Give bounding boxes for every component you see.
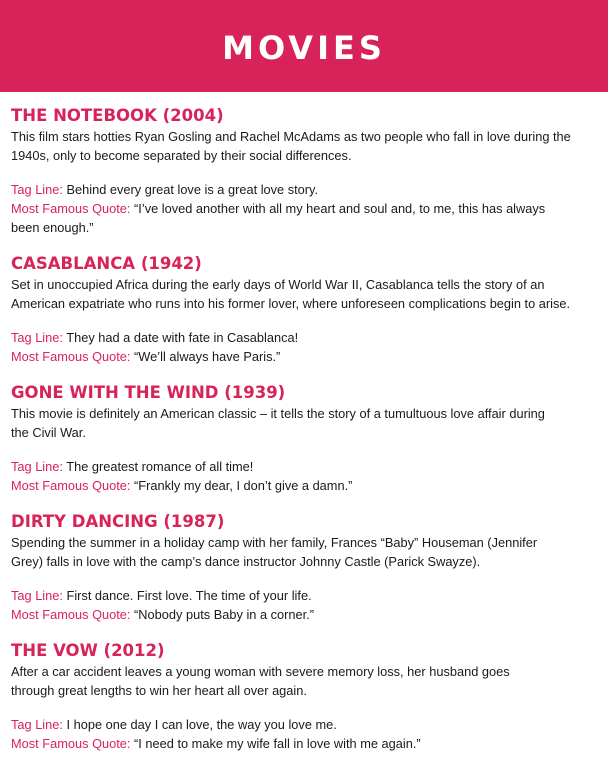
tagline-line — [11, 715, 586, 734]
quote-line — [11, 734, 586, 753]
movie-entry-notebook — [11, 106, 586, 237]
tagline-label: Tag Line: — [11, 459, 63, 474]
movie-description: After a car accident leaves a young woman with severe memory loss, her husband goes through great lengths to win her heart all over again. — [11, 664, 510, 698]
movie-entry-dirty-dancing — [11, 512, 586, 624]
movie-title: DIRTY DANCING (1987) — [11, 512, 225, 531]
tagline-line — [11, 586, 586, 605]
movie-title: CASABLANCA (1942) — [11, 254, 202, 273]
movie-description: This film stars hotties Ryan Gosling and Rachel McAdams as two people who fall in love during the 1940s, only to become separated by their social differences. — [11, 129, 571, 163]
tagline-text: First dance. First love. The time of your life. — [66, 588, 312, 603]
tagline-text: They had a date with fate in Casablanca! — [66, 330, 299, 345]
page-title: MOVIES — [222, 29, 386, 67]
movie-description: Set in unoccupied Africa during the early days of World War II, Casablanca tells the story of an American expatriate who runs into his former lover, where unforeseen complications begin to arise. — [11, 277, 571, 311]
movie-entry-the-vow — [11, 641, 586, 753]
movie-entry-casablanca — [11, 254, 586, 366]
quote-label: Most Famous Quote: — [11, 478, 131, 493]
page-header — [0, 0, 608, 92]
quote-label: Most Famous Quote: — [11, 607, 131, 622]
movie-description: Spending the summer in a holiday camp with her family, Frances “Baby” Houseman (Jennifer Grey) falls in love with the camp’s dance instructor Johnny Castle (Parick Swayze). — [11, 535, 538, 569]
tagline-text: I hope one day I can love, the way you love me. — [66, 717, 337, 732]
movie-list — [0, 92, 608, 753]
movie-title: GONE WITH THE WIND (1939) — [11, 383, 286, 402]
tagline-label: Tag Line: — [11, 330, 63, 345]
quote-text: “Nobody puts Baby in a corner.” — [134, 607, 315, 622]
tagline-label: Tag Line: — [11, 717, 63, 732]
quote-text: “We’ll always have Paris.” — [134, 349, 281, 364]
quote-text: “Frankly my dear, I don’t give a damn.” — [134, 478, 353, 493]
tagline-label: Tag Line: — [11, 588, 63, 603]
quote-label: Most Famous Quote: — [11, 201, 131, 216]
quote-line — [11, 476, 586, 495]
movie-title: THE NOTEBOOK (2004) — [11, 106, 224, 125]
tagline-line — [11, 180, 586, 199]
quote-label: Most Famous Quote: — [11, 736, 131, 751]
quote-text: “I need to make my wife fall in love with me again.” — [134, 736, 421, 751]
movie-description: This movie is definitely an American classic – it tells the story of a tumultuous love affair during the Civil War. — [11, 406, 545, 440]
tagline-text: The greatest romance of all time! — [66, 459, 254, 474]
quote-label: Most Famous Quote: — [11, 349, 131, 364]
movie-title: THE VOW (2012) — [11, 641, 165, 660]
movie-entry-gone-with-the-wind — [11, 383, 586, 495]
tagline-line — [11, 328, 586, 347]
quote-text: “I’ve loved another with all my heart and soul and, to me, this has always been enough.” — [11, 201, 546, 235]
quote-line — [11, 199, 571, 237]
quote-line — [11, 347, 586, 366]
tagline-label: Tag Line: — [11, 182, 63, 197]
quote-line — [11, 605, 586, 624]
tagline-text: Behind every great love is a great love story. — [66, 182, 319, 197]
tagline-line — [11, 457, 586, 476]
